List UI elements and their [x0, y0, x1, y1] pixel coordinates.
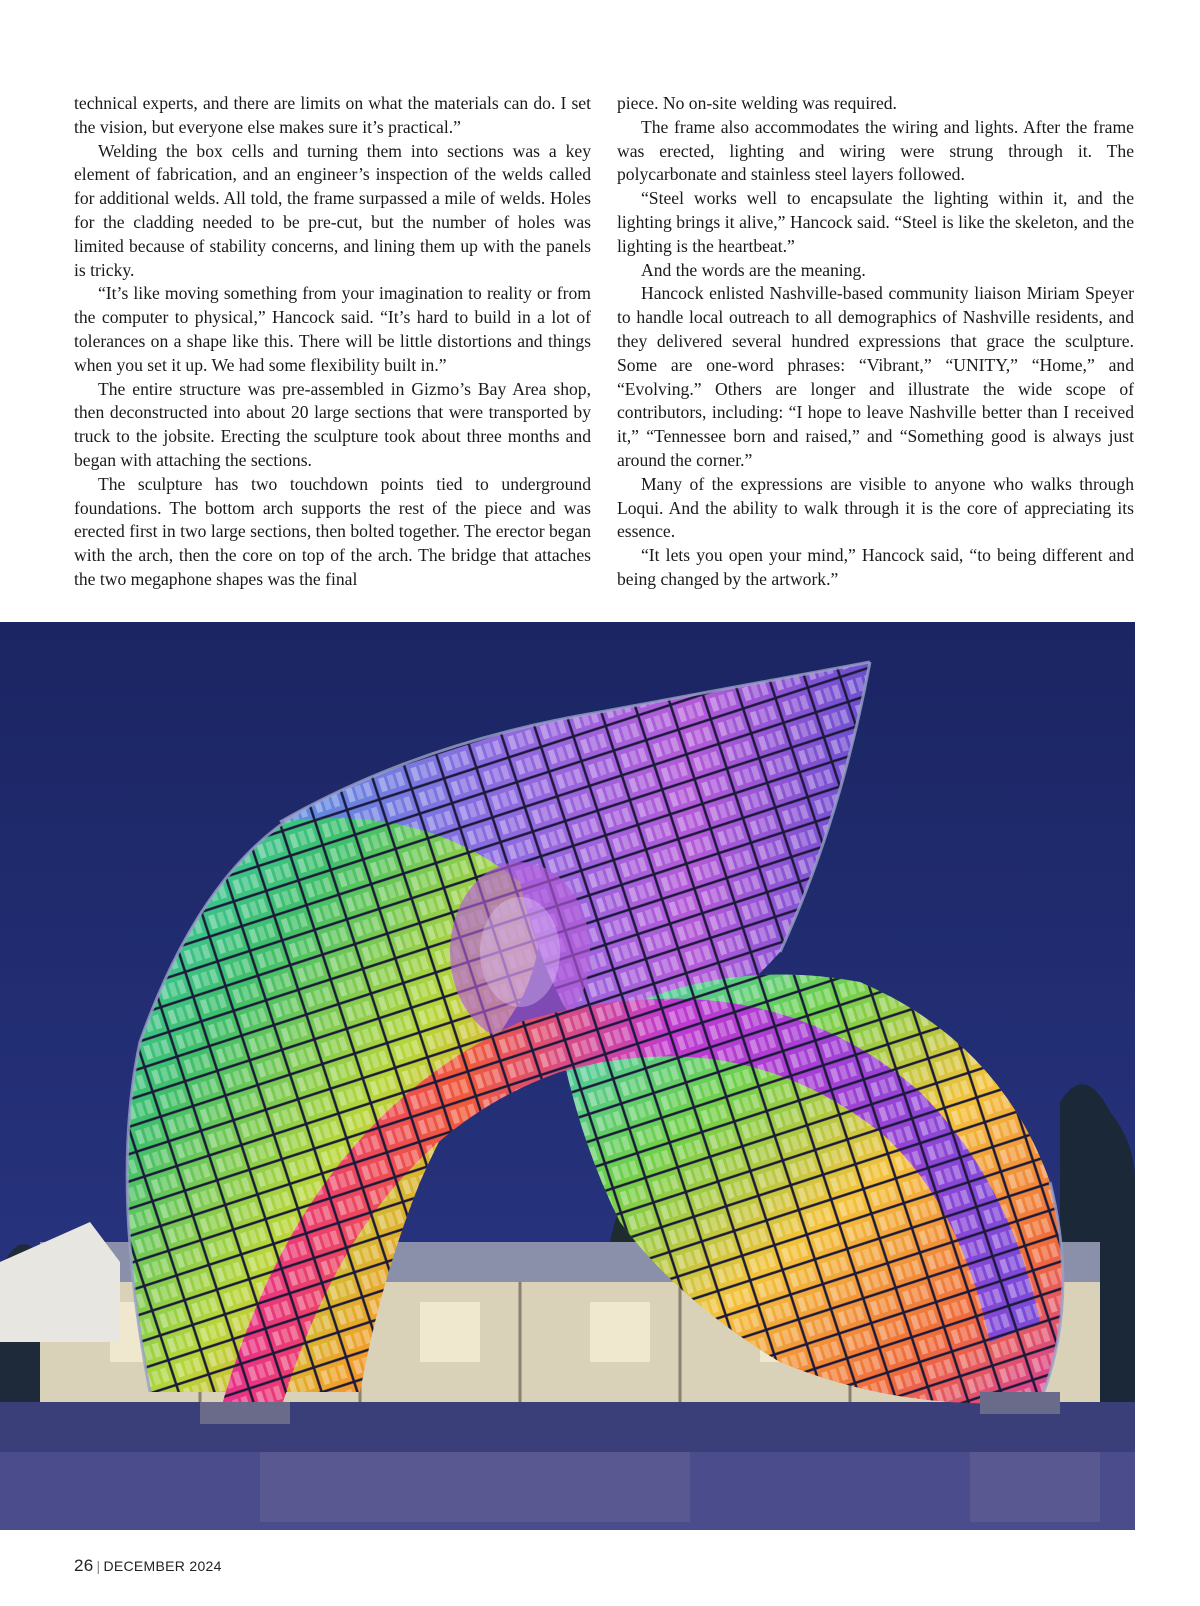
article-column-right: [617, 92, 1134, 598]
footer-separator: |: [96, 1558, 101, 1574]
paragraph: Welding the box cells and turning them into sections was a key element of fabrication, and an engineer’s inspection of the welds called for additional welds. All told, the frame surpassed a mile of welds. Holes for the cladding needed to be pre-cut, but the number of holes was limited because of stability concerns, and lining them up with the panels is tricky.: [74, 140, 591, 280]
paragraph: The entire structure was pre-assembled in Gizmo’s Bay Area shop, then deconstructed into about 20 large sections that were transported by truck to the jobsite. Erecting the sculpture took about three months and began with attaching the sections.: [74, 378, 591, 470]
paragraph: “Steel works well to encapsulate the lighting within it, and the lighting brings it alive,” Hancock said. “Steel is like the skeleton, and the lighting is the heartbeat.”: [617, 188, 1134, 256]
paragraph: The sculpture has two touchdown points tied to underground foundations. The bottom arch supports the rest of the piece and was erected first in two large sections, then bolted together. The erector began with the arch, then the core on top of the arch. The bridge that attaches the two megaphone shapes was the final: [74, 473, 591, 589]
paragraph: piece. No on-site welding was required.: [617, 93, 897, 113]
paragraph: “It’s like moving something from your imagination to reality or from the computer to physical,” Hancock said. “It’s hard to build in a lot of tolerances on a shape like this. There will be little distortions and things when you set it up. We had some flexibility built in.”: [74, 283, 591, 375]
article-body: [74, 92, 1134, 598]
paragraph: And the words are the meaning.: [641, 259, 866, 280]
sculpture-photo: [0, 622, 1135, 1530]
paragraph: technical experts, and there are limits on what the materials can do. I set the vision, but everyone else makes sure it’s practical.”: [74, 93, 591, 137]
page-number: 26: [74, 1556, 94, 1575]
paragraph: The frame also accommodates the wiring and lights. After the frame was erected, lighting and wiring were strung through it. The polycarbonate and stainless steel layers followed.: [617, 116, 1134, 185]
paragraph: Many of the expressions are visible to anyone who walks through Loqui. And the ability to walk through it is the core of appreciating its essence.: [617, 473, 1134, 542]
paragraph: Hancock enlisted Nashville-based community liaison Miriam Speyer to handle local outreach to all demographics of Nashville residents, and they delivered several hundred expressions that grace the sculpture. Some are one-word phrases: “Vibrant,” “UNITY,” “Home,” and “Evolving.” Others are longer and illustrate the wide scope of contributors, including: “I hope to leave Nashville better than I received it,” “Tennessee born and raised,” and “Something good is always just around the corner.”: [617, 283, 1134, 470]
article-column-left: [74, 92, 591, 598]
page-footer: [74, 1556, 222, 1576]
issue-date: DECEMBER 2024: [103, 1558, 222, 1574]
paragraph: “It lets you open your mind,” Hancock said, “to being different and being changed by the artwork.”: [617, 545, 1134, 589]
sculpture-illustration: [0, 622, 1135, 1530]
